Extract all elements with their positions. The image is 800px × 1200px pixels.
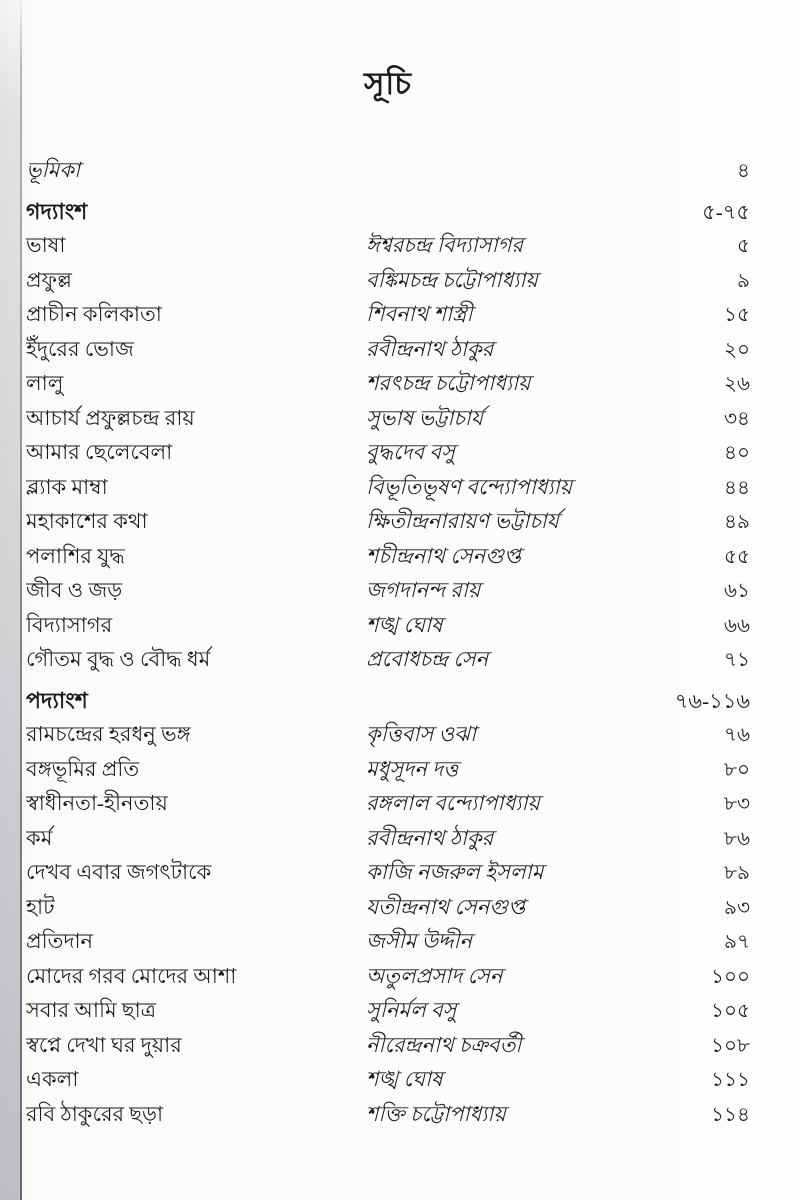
- entry-title: সবার আমি ছাত্র: [26, 998, 157, 1022]
- entry-page: ১০০: [711, 965, 750, 988]
- entry-page: ৫: [737, 235, 750, 257]
- toc-entry-row: [26, 264, 750, 299]
- entry-page: ১১৪: [711, 1103, 750, 1126]
- entry-author: নীরেন্দ্রনাথ চক্রবর্তী: [366, 1032, 522, 1057]
- entry-page: ৮৬: [724, 827, 750, 850]
- entry-page: ৫৫: [724, 545, 750, 568]
- entry-author: কৃত্তিবাস ওঝা: [366, 722, 477, 746]
- toc-front-matter-row: [26, 154, 750, 189]
- entry-title: রামচন্দ্রের হরধনু ভঙ্গ: [26, 722, 191, 746]
- entry-author: রবীন্দ্রনাথ ঠাকুর: [366, 336, 494, 361]
- entry-author: সুনির্মল বসু: [366, 998, 457, 1022]
- section-page-range: ৭৬-১১৬: [674, 688, 750, 713]
- toc-entry-row: [26, 891, 750, 926]
- entry-title: বঙ্গভূমির প্রতি: [26, 756, 140, 781]
- entry-page: ৩৪: [724, 407, 750, 430]
- toc-entry-row: [26, 787, 750, 822]
- entry-page: ১১১: [711, 1069, 750, 1091]
- toc-entry-row: [26, 505, 750, 540]
- toc-entry-row: [26, 753, 750, 788]
- entry-page: ৮৯: [724, 862, 750, 884]
- entry-author: বঙ্কিমচন্দ্র চট্টোপাধ্যায়: [366, 267, 538, 292]
- entry-title: বিদ্যাসাগর: [26, 612, 113, 637]
- toc-entry-row: [26, 994, 750, 1029]
- entry-page: ৯৩: [724, 896, 750, 919]
- entry-author: শরৎচন্দ্র চট্টোপাধ্যায়: [366, 371, 531, 395]
- page-title: সূচি: [363, 66, 413, 101]
- section-heading-row: [26, 195, 750, 230]
- entry-author: শঙ্খ ঘোষ: [366, 612, 443, 637]
- entry-author: অতুলপ্রসাদ সেন: [366, 963, 503, 988]
- entry-page: ৪: [737, 160, 750, 182]
- entry-page: ৮৩: [724, 793, 750, 815]
- entry-title: হাট: [26, 894, 55, 919]
- entry-title: ভূমিকা: [26, 158, 81, 182]
- entry-title: প্রতিদান: [26, 929, 94, 953]
- toc-entry-row: [26, 1029, 750, 1064]
- entry-page: ৬১: [724, 580, 750, 602]
- toc-entry-row: [26, 333, 750, 368]
- page-content: [0, 60, 800, 1132]
- toc-entry-row: [26, 822, 750, 857]
- toc-entry-row: [26, 402, 750, 437]
- toc-entry-row: [26, 367, 750, 402]
- entry-author: বিভূতিভূষণ বন্দ্যোপাধ্যায়: [366, 474, 573, 499]
- entry-page: ২৬: [723, 373, 750, 395]
- entry-title: দেখব এবার জগৎটাকে: [26, 860, 212, 884]
- entry-title: স্বাধীনতা-হীনতায়: [26, 791, 168, 815]
- entry-author: রবীন্দ্রনাথ ঠাকুর: [366, 825, 494, 850]
- entry-title: আমার ছেলেবেলা: [26, 440, 173, 464]
- table-of-contents: [26, 154, 750, 1132]
- entry-page: ৪৪: [724, 476, 750, 499]
- entry-title: মহাকাশের কথা: [26, 509, 148, 533]
- entry-title: গৌতম বুদ্ধ ও বৌদ্ধ ধর্ম: [26, 647, 211, 671]
- entry-page: ১০৫: [711, 1000, 750, 1022]
- entry-title: আচার্য প্রফুল্লচন্দ্র রায়: [26, 405, 195, 430]
- entry-title: রবি ঠাকুরের ছড়া: [26, 1101, 164, 1126]
- entry-author: প্রবোধচন্দ্র সেন: [366, 647, 489, 671]
- entry-page: ৪০: [724, 442, 750, 464]
- entry-author: ঈশ্বরচন্দ্র বিদ্যাসাগর: [366, 233, 524, 257]
- entry-author: শচীন্দ্রনাথ সেনগুপ্ত: [366, 543, 522, 568]
- entry-author: শিবনাথ শাস্ত্রী: [366, 302, 473, 326]
- entry-title: স্বপ্নে দেখা ঘর দুয়ার: [26, 1032, 182, 1057]
- toc-entry-row: [26, 643, 750, 678]
- toc-entry-row: [26, 574, 750, 609]
- entry-title: একলা: [26, 1067, 79, 1091]
- entry-author: বুদ্ধদেব বসু: [366, 440, 456, 464]
- toc-entry-row: [26, 471, 750, 506]
- section-heading: পদ্যাংশ: [26, 687, 88, 713]
- entry-page: ৯: [737, 269, 750, 292]
- entry-page: ২০: [723, 338, 750, 361]
- toc-entry-row: [26, 609, 750, 644]
- entry-page: ৭১: [724, 649, 750, 671]
- toc-entry-row: [26, 1063, 750, 1098]
- toc-entry-row: [26, 229, 750, 264]
- entry-author: কাজি নজরুল ইসলাম: [366, 860, 544, 884]
- entry-page: ৯৭: [724, 931, 750, 953]
- entry-author: শঙ্খ ঘোষ: [366, 1067, 443, 1091]
- entry-title: ভাষা: [26, 233, 66, 257]
- entry-page: ৪৯: [724, 511, 750, 533]
- entry-author: জসীম উদ্দীন: [366, 929, 473, 953]
- toc-entry-row: [26, 960, 750, 995]
- entry-title: লালু: [26, 371, 64, 395]
- entry-title: কর্ম: [26, 825, 53, 850]
- section-heading: গদ্যাংশ: [26, 198, 88, 224]
- entry-title: মোদের গরব মোদের আশা: [26, 963, 237, 988]
- section-heading-row: [26, 684, 750, 719]
- entry-author: জগদানন্দ রায়: [366, 578, 481, 602]
- entry-author: রঙ্গলাল বন্দ্যোপাধ্যায়: [366, 791, 540, 815]
- toc-entry-row: [26, 436, 750, 471]
- entry-page: ৬৬: [723, 614, 750, 637]
- entry-author: মধুসূদন দত্ত: [366, 756, 459, 781]
- entry-title: ইঁদুরের ভোজ: [26, 336, 134, 361]
- toc-entry-row: [26, 1098, 750, 1133]
- entry-title: ব্ল্যাক মাম্বা: [26, 474, 108, 499]
- toc-entry-row: [26, 540, 750, 575]
- entry-author: ক্ষিতীন্দ্রনারায়ণ ভট্টাচার্য: [366, 509, 559, 533]
- entry-title: প্রাচীন কলিকাতা: [26, 302, 162, 326]
- entry-page: ৭৬: [723, 724, 750, 746]
- toc-entry-row: [26, 718, 750, 753]
- entry-title: প্রফুল্ল: [26, 267, 72, 292]
- section-page-range: ৫-৭৫: [702, 199, 750, 224]
- entry-page: ৮০: [724, 758, 750, 781]
- entry-author: শক্তি চট্টোপাধ্যায়: [366, 1101, 506, 1126]
- entry-title: জীব ও জড়: [26, 578, 123, 602]
- entry-page: ১৫: [724, 304, 750, 326]
- toc-entry-row: [26, 856, 750, 891]
- entry-author: সুভাষ ভট্টাচার্য: [366, 405, 483, 430]
- entry-author: যতীন্দ্রনাথ সেনগুপ্ত: [366, 894, 526, 919]
- entry-page: ১০৮: [711, 1034, 750, 1057]
- toc-entry-row: [26, 298, 750, 333]
- toc-entry-row: [26, 925, 750, 960]
- entry-title: পলাশির যুদ্ধ: [26, 543, 125, 568]
